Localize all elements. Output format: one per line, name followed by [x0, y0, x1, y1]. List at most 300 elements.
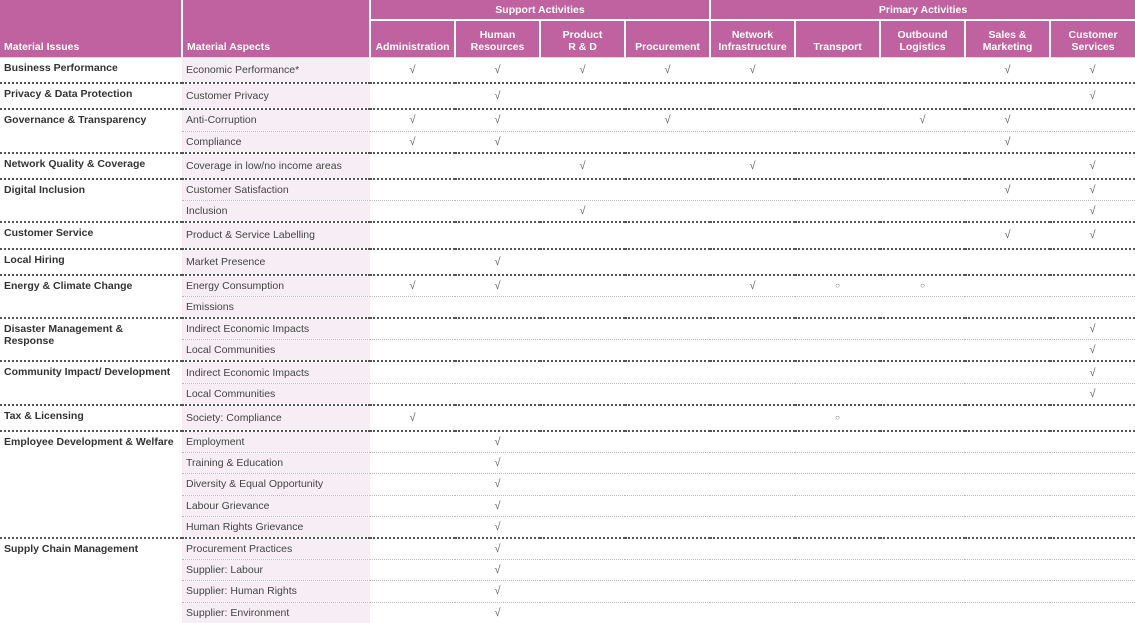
empty-cell — [795, 340, 880, 362]
empty-cell — [965, 516, 1050, 538]
empty-cell — [370, 153, 455, 179]
activity-header — [880, 20, 965, 58]
empty-cell — [795, 560, 880, 581]
material-issue-cell: Privacy & Data Protection — [0, 83, 182, 109]
check-mark-cell: √ — [370, 275, 455, 297]
empty-cell — [880, 296, 965, 318]
material-issue-cell: Network Quality & Coverage — [0, 153, 182, 179]
check-mark-cell: √ — [1050, 179, 1135, 201]
check-mark-cell: √ — [370, 109, 455, 131]
activity-header — [710, 20, 795, 58]
empty-cell — [540, 560, 625, 581]
empty-cell — [540, 516, 625, 538]
check-mark-cell: √ — [455, 109, 540, 131]
material-aspect-cell: Training & Education — [182, 453, 370, 474]
empty-cell — [455, 201, 540, 223]
check-mark-cell: √ — [1050, 222, 1135, 248]
partial-circle-icon: ○ — [920, 281, 925, 291]
material-aspect-cell: Indirect Economic Impacts — [182, 361, 370, 383]
material-aspect-cell: Diversity & Equal Opportunity — [182, 474, 370, 495]
table-row — [0, 431, 1135, 453]
check-mark-cell: √ — [965, 179, 1050, 201]
empty-cell — [1050, 453, 1135, 474]
partial-mark-cell — [795, 275, 880, 297]
empty-cell — [1050, 474, 1135, 495]
check-mark-cell: √ — [370, 58, 455, 84]
empty-cell — [540, 340, 625, 362]
empty-cell — [540, 179, 625, 201]
empty-cell — [880, 249, 965, 275]
partial-circle-icon: ○ — [835, 281, 840, 291]
empty-cell — [370, 179, 455, 201]
empty-cell — [795, 495, 880, 516]
table-header — [0, 0, 1135, 58]
empty-cell — [880, 405, 965, 431]
table-row — [0, 109, 1135, 131]
empty-cell — [370, 383, 455, 405]
empty-cell — [795, 474, 880, 495]
empty-cell — [370, 474, 455, 495]
empty-cell — [710, 538, 795, 560]
empty-cell — [710, 361, 795, 383]
empty-cell — [370, 516, 455, 538]
material-aspect-cell: Product & Service Labelling — [182, 222, 370, 248]
empty-cell — [795, 453, 880, 474]
empty-cell — [795, 361, 880, 383]
check-mark-cell: √ — [965, 109, 1050, 131]
check-mark-cell: √ — [710, 58, 795, 84]
empty-cell — [625, 405, 710, 431]
empty-cell — [540, 453, 625, 474]
empty-cell — [625, 131, 710, 153]
empty-cell — [795, 109, 880, 131]
empty-cell — [370, 581, 455, 602]
empty-cell — [965, 340, 1050, 362]
empty-cell — [965, 560, 1050, 581]
material-aspect-cell: Human Rights Grievance — [182, 516, 370, 538]
empty-cell — [965, 495, 1050, 516]
material-aspect-cell: Coverage in low/no income areas — [182, 153, 370, 179]
empty-cell — [965, 453, 1050, 474]
empty-cell — [1050, 538, 1135, 560]
material-aspect-cell: Supplier: Labour — [182, 560, 370, 581]
empty-cell — [880, 383, 965, 405]
empty-cell — [455, 179, 540, 201]
empty-cell — [965, 361, 1050, 383]
empty-cell — [1050, 296, 1135, 318]
material-aspect-cell: Customer Privacy — [182, 83, 370, 109]
empty-cell — [540, 131, 625, 153]
material-issue-cell: Business Performance — [0, 58, 182, 84]
empty-cell — [710, 201, 795, 223]
partial-mark-cell — [795, 405, 880, 431]
support-activities-header: Support Activities — [370, 0, 710, 20]
empty-cell — [540, 581, 625, 602]
activity-header-line: Sales & — [988, 29, 1027, 41]
partial-mark-cell — [880, 275, 965, 297]
activity-header-line: Customer — [1068, 29, 1118, 41]
material-issue-cell: Customer Service — [0, 222, 182, 248]
empty-cell — [710, 249, 795, 275]
table-row — [0, 179, 1135, 201]
activity-header — [625, 20, 710, 58]
empty-cell — [795, 581, 880, 602]
check-mark-cell: √ — [455, 83, 540, 109]
empty-cell — [710, 495, 795, 516]
empty-cell — [795, 222, 880, 248]
empty-cell — [455, 405, 540, 431]
table-row — [0, 222, 1135, 248]
activity-header-line: Infrastructure — [718, 41, 787, 53]
empty-cell — [540, 602, 625, 623]
material-issue-cell: Governance & Transparency — [0, 109, 182, 152]
material-aspect-cell: Economic Performance* — [182, 58, 370, 84]
empty-cell — [370, 201, 455, 223]
activity-header — [370, 20, 455, 58]
empty-cell — [795, 318, 880, 340]
check-mark-cell: √ — [455, 560, 540, 581]
empty-cell — [625, 201, 710, 223]
empty-cell — [540, 296, 625, 318]
activity-header — [1050, 20, 1135, 58]
empty-cell — [965, 201, 1050, 223]
empty-cell — [710, 453, 795, 474]
check-mark-cell: √ — [370, 405, 455, 431]
material-aspect-cell: Supplier: Environment — [182, 602, 370, 623]
material-aspect-cell: Employment — [182, 431, 370, 453]
empty-cell — [625, 495, 710, 516]
material-issue-cell: Disaster Management & Response — [0, 318, 182, 361]
activity-header-line: Transport — [813, 41, 862, 53]
table-row — [0, 405, 1135, 431]
table-row — [0, 538, 1135, 560]
empty-cell — [625, 179, 710, 201]
empty-cell — [880, 602, 965, 623]
empty-cell — [795, 83, 880, 109]
empty-cell — [965, 581, 1050, 602]
empty-cell — [1050, 431, 1135, 453]
empty-cell — [880, 201, 965, 223]
activity-header-line: Procurement — [635, 41, 700, 53]
empty-cell — [710, 516, 795, 538]
activity-header-line: Marketing — [982, 41, 1033, 53]
empty-cell — [880, 453, 965, 474]
empty-cell — [540, 109, 625, 131]
empty-cell — [965, 602, 1050, 623]
empty-cell — [795, 538, 880, 560]
empty-cell — [540, 383, 625, 405]
material-aspect-cell: Procurement Practices — [182, 538, 370, 560]
empty-cell — [965, 249, 1050, 275]
empty-cell — [710, 109, 795, 131]
check-mark-cell: √ — [455, 602, 540, 623]
check-mark-cell: √ — [370, 131, 455, 153]
empty-cell — [880, 318, 965, 340]
empty-cell — [370, 602, 455, 623]
check-mark-cell: √ — [625, 109, 710, 131]
empty-cell — [795, 58, 880, 84]
check-mark-cell: √ — [455, 453, 540, 474]
empty-cell — [880, 516, 965, 538]
material-issue-cell: Local Hiring — [0, 249, 182, 275]
activity-header-line: Network — [731, 29, 774, 41]
material-aspect-cell: Society: Compliance — [182, 405, 370, 431]
empty-cell — [710, 296, 795, 318]
empty-cell — [625, 361, 710, 383]
table-row — [0, 318, 1135, 340]
check-mark-cell: √ — [455, 58, 540, 84]
empty-cell — [625, 560, 710, 581]
empty-cell — [540, 249, 625, 275]
check-mark-cell: √ — [455, 249, 540, 275]
material-aspect-cell: Energy Consumption — [182, 275, 370, 297]
activity-header-line: Human — [479, 29, 516, 41]
empty-cell — [455, 383, 540, 405]
empty-cell — [540, 405, 625, 431]
material-aspect-cell: Inclusion — [182, 201, 370, 223]
empty-cell — [540, 83, 625, 109]
check-mark-cell: √ — [455, 431, 540, 453]
empty-cell — [625, 538, 710, 560]
empty-cell — [540, 474, 625, 495]
empty-cell — [540, 495, 625, 516]
empty-cell — [370, 538, 455, 560]
table-row — [0, 361, 1135, 383]
empty-cell — [880, 179, 965, 201]
check-mark-cell: √ — [540, 58, 625, 84]
empty-cell — [540, 222, 625, 248]
empty-cell — [625, 83, 710, 109]
check-mark-cell: √ — [1050, 318, 1135, 340]
empty-cell — [1050, 495, 1135, 516]
material-aspect-cell: Emissions — [182, 296, 370, 318]
material-aspect-cell: Labour Grievance — [182, 495, 370, 516]
empty-cell — [625, 340, 710, 362]
empty-cell — [370, 340, 455, 362]
table-row — [0, 275, 1135, 297]
table-row — [0, 249, 1135, 275]
check-mark-cell: √ — [625, 58, 710, 84]
activity-header-line: R & D — [568, 41, 597, 53]
material-aspect-cell: Supplier: Human Rights — [182, 581, 370, 602]
empty-cell — [795, 516, 880, 538]
empty-cell — [880, 361, 965, 383]
empty-cell — [370, 249, 455, 275]
check-mark-cell: √ — [540, 153, 625, 179]
material-aspects-header: Material Aspects — [182, 0, 370, 58]
empty-cell — [710, 179, 795, 201]
material-issue-cell: Employee Development & Welfare — [0, 431, 182, 538]
empty-cell — [625, 318, 710, 340]
check-mark-cell: √ — [455, 538, 540, 560]
activity-header-line: Product — [562, 29, 603, 41]
material-issues-header: Material Issues — [0, 0, 182, 58]
empty-cell — [795, 602, 880, 623]
check-mark-cell: √ — [455, 516, 540, 538]
empty-cell — [965, 431, 1050, 453]
empty-cell — [710, 318, 795, 340]
empty-cell — [540, 431, 625, 453]
material-aspect-cell: Local Communities — [182, 340, 370, 362]
activity-header — [540, 20, 625, 58]
empty-cell — [965, 383, 1050, 405]
check-mark-cell: √ — [455, 275, 540, 297]
empty-cell — [795, 296, 880, 318]
material-issue-cell: Energy & Climate Change — [0, 275, 182, 318]
activity-header — [965, 20, 1050, 58]
empty-cell — [625, 581, 710, 602]
empty-cell — [710, 474, 795, 495]
check-mark-cell: √ — [455, 131, 540, 153]
empty-cell — [965, 405, 1050, 431]
table-row — [0, 58, 1135, 84]
check-mark-cell: √ — [1050, 383, 1135, 405]
empty-cell — [795, 201, 880, 223]
material-aspect-cell: Customer Satisfaction — [182, 179, 370, 201]
empty-cell — [625, 516, 710, 538]
activity-header-line: Outbound — [897, 29, 948, 41]
empty-cell — [1050, 405, 1135, 431]
empty-cell — [540, 275, 625, 297]
material-issue-cell: Community Impact/ Development — [0, 361, 182, 404]
empty-cell — [1050, 602, 1135, 623]
empty-cell — [455, 153, 540, 179]
check-mark-cell: √ — [455, 495, 540, 516]
empty-cell — [795, 179, 880, 201]
empty-cell — [710, 581, 795, 602]
activity-header-line: Services — [1071, 41, 1115, 53]
material-aspect-cell: Anti-Corruption — [182, 109, 370, 131]
empty-cell — [455, 222, 540, 248]
activity-header-line: Administration — [375, 41, 450, 53]
empty-cell — [370, 453, 455, 474]
check-mark-cell: √ — [880, 109, 965, 131]
empty-cell — [965, 296, 1050, 318]
empty-cell — [370, 296, 455, 318]
empty-cell — [880, 474, 965, 495]
empty-cell — [965, 275, 1050, 297]
empty-cell — [880, 560, 965, 581]
empty-cell — [965, 318, 1050, 340]
empty-cell — [625, 474, 710, 495]
activity-header — [795, 20, 880, 58]
partial-circle-icon: ○ — [835, 413, 840, 423]
primary-activities-header: Primary Activities — [710, 0, 1135, 20]
empty-cell — [795, 431, 880, 453]
empty-cell — [625, 383, 710, 405]
empty-cell — [1050, 516, 1135, 538]
empty-cell — [455, 361, 540, 383]
empty-cell — [880, 538, 965, 560]
material-issue-cell: Digital Inclusion — [0, 179, 182, 222]
check-mark-cell: √ — [710, 275, 795, 297]
check-mark-cell: √ — [965, 222, 1050, 248]
empty-cell — [540, 318, 625, 340]
table-row — [0, 83, 1135, 109]
empty-cell — [880, 340, 965, 362]
empty-cell — [625, 602, 710, 623]
empty-cell — [880, 153, 965, 179]
empty-cell — [1050, 581, 1135, 602]
empty-cell — [880, 131, 965, 153]
empty-cell — [370, 495, 455, 516]
empty-cell — [540, 361, 625, 383]
empty-cell — [540, 538, 625, 560]
empty-cell — [880, 495, 965, 516]
empty-cell — [455, 296, 540, 318]
material-aspect-cell: Market Presence — [182, 249, 370, 275]
check-mark-cell: √ — [1050, 58, 1135, 84]
empty-cell — [1050, 249, 1135, 275]
empty-cell — [370, 431, 455, 453]
empty-cell — [1050, 131, 1135, 153]
empty-cell — [880, 58, 965, 84]
empty-cell — [625, 431, 710, 453]
empty-cell — [625, 296, 710, 318]
check-mark-cell: √ — [1050, 340, 1135, 362]
empty-cell — [965, 538, 1050, 560]
empty-cell — [795, 131, 880, 153]
empty-cell — [625, 275, 710, 297]
empty-cell — [795, 383, 880, 405]
check-mark-cell: √ — [1050, 201, 1135, 223]
empty-cell — [625, 153, 710, 179]
check-mark-cell: √ — [710, 153, 795, 179]
empty-cell — [710, 431, 795, 453]
table-row — [0, 153, 1135, 179]
activity-header — [455, 20, 540, 58]
empty-cell — [710, 560, 795, 581]
check-mark-cell: √ — [1050, 83, 1135, 109]
empty-cell — [1050, 275, 1135, 297]
empty-cell — [880, 581, 965, 602]
empty-cell — [965, 83, 1050, 109]
empty-cell — [795, 249, 880, 275]
empty-cell — [1050, 109, 1135, 131]
activity-header-line: Logistics — [899, 41, 946, 53]
empty-cell — [625, 249, 710, 275]
table-body — [0, 58, 1135, 623]
empty-cell — [370, 222, 455, 248]
empty-cell — [625, 453, 710, 474]
empty-cell — [710, 131, 795, 153]
empty-cell — [710, 405, 795, 431]
empty-cell — [455, 340, 540, 362]
empty-cell — [965, 474, 1050, 495]
check-mark-cell: √ — [455, 474, 540, 495]
check-mark-cell: √ — [540, 201, 625, 223]
empty-cell — [710, 222, 795, 248]
empty-cell — [880, 222, 965, 248]
material-aspect-cell: Compliance — [182, 131, 370, 153]
empty-cell — [710, 83, 795, 109]
empty-cell — [710, 602, 795, 623]
activity-header-line: Resources — [470, 41, 525, 53]
check-mark-cell: √ — [1050, 361, 1135, 383]
empty-cell — [370, 361, 455, 383]
check-mark-cell: √ — [455, 581, 540, 602]
material-issue-cell: Supply Chain Management — [0, 538, 182, 623]
empty-cell — [370, 560, 455, 581]
check-mark-cell: √ — [965, 131, 1050, 153]
empty-cell — [710, 340, 795, 362]
empty-cell — [795, 153, 880, 179]
empty-cell — [370, 318, 455, 340]
check-mark-cell: √ — [965, 58, 1050, 84]
empty-cell — [710, 383, 795, 405]
empty-cell — [880, 431, 965, 453]
check-mark-cell: √ — [1050, 153, 1135, 179]
